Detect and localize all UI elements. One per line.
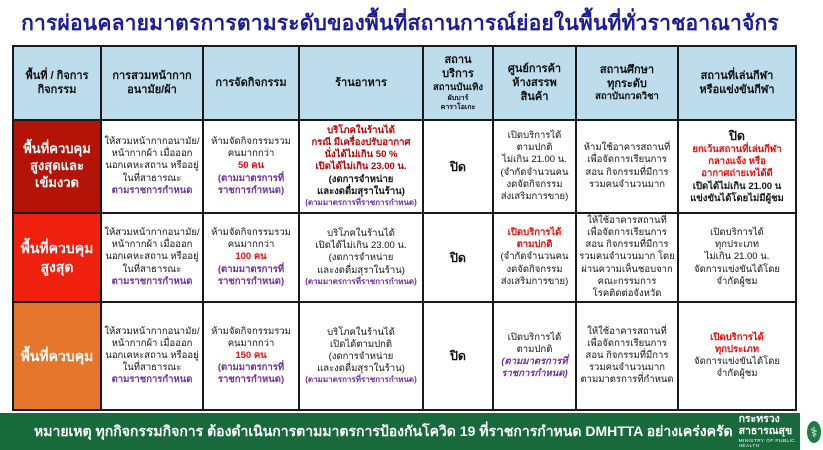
- text-line: เปิดบริการได้: [710, 331, 764, 343]
- text-line: เพื่อจัดการเรียนการ: [587, 227, 667, 239]
- text-line: ไม่เกิน 21.00 น.: [502, 154, 567, 166]
- cell-control-sports: [679, 303, 795, 409]
- text-line: งดจัดกิจกรรม: [506, 178, 563, 190]
- text-line: เปิดได้ตามปกติ: [329, 338, 393, 350]
- text-line: กิจกรรม: [37, 84, 77, 96]
- text-line: และงดดื่มสุราในร้าน): [317, 185, 405, 197]
- text-line: เพื่อจัดการเรียนการ: [587, 154, 667, 166]
- text-line: เปิดบริการได้: [507, 227, 562, 239]
- text-line: ผ่านความเห็นชอบจาก: [581, 263, 673, 275]
- cell-max-strict-entertainment: [424, 121, 494, 214]
- text-line: บริโภคในร้านได้: [327, 326, 395, 338]
- text-line: เปิดได้ไม่เกิน 21.00 น: [692, 180, 782, 192]
- cell-max-events: [204, 214, 300, 303]
- text-line: การจัดกิจกรรม: [215, 76, 287, 89]
- text-line: (งดการจำหน่าย: [328, 350, 394, 362]
- text-line: (ตามมาตรการที่: [501, 356, 568, 367]
- text-line: (ตามมาตรการที่ราชการกำหนด): [305, 197, 417, 207]
- text-line: หรือแข่งขันกีฬา: [699, 84, 775, 96]
- cell-max-strict-restaurant: [300, 121, 424, 214]
- text-line: แข่งขันได้โดยไม่มีผู้ชม: [690, 192, 784, 204]
- text-line: พื้นที่ควบคุม: [23, 141, 91, 157]
- text-line: ส่งเสริมการขาย): [500, 275, 569, 287]
- ministry-text: [739, 414, 800, 448]
- text-line: ปิด: [449, 349, 467, 363]
- text-line: ตามราชการกำหนด: [111, 275, 193, 287]
- cell-max-mask: [102, 214, 204, 303]
- text-line: เปิดบริการได้: [710, 227, 764, 239]
- text-line: สถาน: [444, 54, 472, 67]
- caduceus-icon: ⚕: [810, 423, 818, 440]
- col-header-mask: [102, 47, 204, 121]
- text-line: รวมคนจำนวนมาก: [588, 362, 666, 374]
- text-line: ทุกระดับ: [607, 77, 647, 90]
- text-line: และงดดื่มสุราในร้าน): [317, 363, 405, 375]
- text-line: ห้ามจัดกิจกรรมรวม: [211, 227, 291, 239]
- page-title: การผ่อนคลายมาตรการตามระดับของพื้นที่สถานการณ์ย่อยในพื้นที่ทั่วราชอาณาจักร: [21, 12, 779, 35]
- text-line: เข้มงวด: [35, 174, 79, 190]
- text-line: ในที่สาธารณะ: [122, 362, 182, 374]
- cell-max-sports: [679, 214, 795, 303]
- cell-control-restaurant: [300, 303, 424, 409]
- text-line: ศูนย์การค้า: [507, 62, 562, 75]
- text-line: เปิดได้ไม่เกิน 23.00 น.: [315, 240, 407, 252]
- cell-max-strict-mask: [102, 121, 204, 214]
- text-line: ห้ามใช้อาคารสถานที่: [583, 142, 671, 154]
- text-line: พื้นที่ควบคุม: [20, 240, 94, 257]
- text-line: จำกัดผู้ชม: [716, 368, 758, 380]
- text-line: 50 คน: [237, 160, 265, 172]
- ministry-name-en: MINISTRY OF PUBLIC HEALTH: [738, 438, 796, 449]
- text-line: จัดการแข่งขันได้โดย: [694, 263, 780, 275]
- footer-bar: [0, 413, 818, 450]
- text-line: งดจัดกิจกรรม: [506, 263, 563, 275]
- text-line: สูงสุด: [40, 258, 74, 275]
- text-line: ให้ใช้อาคารสถานที่: [587, 214, 667, 226]
- text-line: สถาบันกวดวิชา: [595, 91, 659, 102]
- text-line: คาราโอเกะ: [440, 104, 476, 112]
- cell-max-strict-sports: [679, 121, 795, 214]
- row-label-control: [14, 303, 102, 409]
- cell-control-mall: [494, 303, 577, 409]
- text-line: ตามปกติ: [516, 239, 553, 251]
- text-line: (จำกัดจำนวนคน: [500, 166, 569, 178]
- text-line: ห้ามจัดกิจกรรมรวม: [211, 325, 291, 337]
- text-line: ยกเว้นสถานที่เล่นกีฬา: [692, 144, 782, 156]
- text-line: กรณี มีเครื่องปรับอากาศ: [311, 137, 411, 149]
- text-line: (งดการจำหน่าย: [328, 173, 394, 185]
- text-line: ตามมาตรการที่กำหนด: [580, 374, 674, 386]
- text-line: ปิด: [449, 159, 467, 174]
- ministry-block: [739, 414, 823, 448]
- text-line: เปิดบริการได้: [507, 130, 562, 142]
- text-line: สถานบันเทิง: [432, 81, 484, 93]
- text-line: (ตามมาตรการที่ราชการกำหนด): [305, 276, 417, 286]
- cell-control-mask: [102, 303, 204, 409]
- text-line: นั่งได้ไม่เกิน 50 %: [324, 149, 398, 161]
- text-line: กลางแจ้ง หรือ: [708, 156, 766, 168]
- text-line: สอน กิจกรรมที่มีการ: [585, 349, 669, 361]
- text-line: ราชการกำหนด): [217, 184, 285, 196]
- text-line: ราชการกำหนด): [217, 275, 285, 287]
- text-line: ตามราชการกำหนด: [111, 184, 193, 196]
- text-line: ร้านอาหาร: [335, 76, 387, 89]
- text-line: ให้สวมหน้ากากอนามัย/: [104, 325, 200, 337]
- text-line: พื้นที่ควบคุม: [20, 347, 94, 364]
- text-line: (งดการจำหน่าย: [328, 252, 394, 264]
- cell-control-events: [204, 303, 300, 409]
- row-label-max-strict: [14, 121, 102, 214]
- text-line: 100 คน: [235, 251, 267, 263]
- cell-control-entertainment: [424, 303, 494, 409]
- measures-table: [12, 45, 797, 411]
- footer-note: หมายเหตุ ทุกกิจกรรมกิจการ ต้องดำเนินการตามมาตรการป้องกันโควิด 19 ที่ราชการกำหนด DMHTTA อย่างเคร่งครัด: [34, 422, 733, 439]
- text-line: ตามปกติ: [516, 142, 553, 154]
- text-line: ราชการกำหนด): [217, 374, 285, 386]
- text-line: อากาศถ่ายเทได้ดี: [701, 168, 773, 180]
- text-line: ปิด: [449, 250, 467, 265]
- text-line: ให้ใช้อาคารสถานที่: [587, 325, 667, 337]
- text-line: (จำกัดจำนวนคน: [500, 251, 569, 263]
- text-line: ปิด: [728, 129, 746, 144]
- text-line: โรคติดต่อจังหวัด: [592, 287, 662, 299]
- text-line: สูงสุดและ: [30, 158, 84, 174]
- text-line: 150 คน: [235, 349, 267, 361]
- text-line: ตามราชการกำหนด: [111, 374, 193, 386]
- text-line: ห้ามจัดกิจกรรมรวม: [211, 136, 291, 148]
- cell-max-restaurant: [300, 214, 424, 303]
- text-line: ส่งเสริมการขาย): [500, 190, 569, 202]
- text-line: คนมากกว่า: [227, 337, 275, 349]
- text-line: (ตามมาตรการที่: [217, 362, 285, 374]
- cell-max-strict-events: [204, 121, 300, 214]
- text-line: (ตามมาตรการที่ราชการกำหนด): [305, 375, 417, 385]
- text-line: ในที่สาธารณะ: [122, 172, 182, 184]
- text-line: หน้ากากผ้า เมื่อออก: [111, 239, 193, 251]
- text-line: นอกเคหะสถาน หรืออยู่: [105, 160, 199, 172]
- text-line: ทุกประเภท: [714, 343, 760, 355]
- text-line: สถานศึกษา: [599, 63, 655, 76]
- col-header-entertainment: [424, 47, 494, 121]
- text-line: ตามปกติ: [516, 343, 553, 355]
- ministry-logo: [805, 419, 823, 445]
- text-line: พื้นที่ / กิจการ: [25, 69, 89, 82]
- col-header-area: [14, 47, 102, 121]
- text-line: ทุกประเภท: [714, 239, 760, 251]
- text-line: สอน กิจกรรมที่มีการ: [585, 239, 669, 251]
- text-line: และงดดื่มสุราในร้าน): [317, 264, 405, 276]
- text-line: (ตามมาตรการที่: [217, 172, 285, 184]
- text-line: การสวมหน้ากาก: [112, 69, 192, 82]
- text-line: ในที่สาธารณะ: [122, 263, 182, 275]
- text-line: หน้ากากผ้า เมื่อออก: [111, 148, 193, 160]
- text-line: บริโภคในร้านได้: [327, 228, 395, 240]
- text-line: ห้างสรรพ: [512, 76, 557, 89]
- cell-control-school: [577, 303, 679, 409]
- row-label-max: [14, 214, 102, 303]
- cell-max-strict-school: [577, 121, 679, 214]
- text-line: นอกเคหะสถาน หรืออยู่: [105, 349, 199, 361]
- text-line: เปิดบริการได้: [507, 331, 562, 343]
- text-line: รวมคนจำนวนมาก โดย: [579, 251, 675, 263]
- text-line: จัดการแข่งขันได้โดย: [694, 356, 780, 367]
- ministry-name-th: กระทรวงสาธารณสุข: [738, 413, 793, 437]
- text-line: อนามัย/ผ้า: [127, 84, 177, 96]
- cell-max-entertainment: [424, 214, 494, 303]
- text-line: รวมคนจำนวนมาก: [588, 178, 666, 190]
- col-header-sports: [679, 47, 795, 121]
- text-line: (ตามมาตรการที่: [217, 263, 285, 275]
- text-line: บริการ: [442, 68, 474, 81]
- text-line: สถานที่เล่นกีฬา: [700, 69, 774, 82]
- cell-max-mall: [494, 214, 577, 303]
- text-line: สอน กิจกรรมที่มีการ: [585, 166, 669, 178]
- text-line: ให้สวมหน้ากากอนามัย/: [104, 227, 200, 239]
- col-header-school: [577, 47, 679, 121]
- cell-max-school: [577, 214, 679, 303]
- text-line: ผับบาร์: [447, 94, 469, 102]
- col-header-events: [204, 47, 300, 121]
- text-line: คณะกรรมการ: [597, 275, 657, 287]
- text-line: สินค้า: [520, 91, 549, 104]
- col-header-mall: [494, 47, 577, 121]
- text-line: คนมากกว่า: [227, 148, 275, 160]
- text-line: บริโภคในร้านได้: [327, 124, 395, 136]
- text-line: เปิดได้ไม่เกิน 23.00 น.: [315, 161, 407, 173]
- text-line: จำกัดผู้ชม: [716, 275, 758, 287]
- text-line: ให้สวมหน้ากากอนามัย/: [104, 136, 200, 148]
- cell-max-strict-mall: [494, 121, 577, 214]
- text-line: ราชการกำหนด): [501, 368, 568, 380]
- text-line: หน้ากากผ้า เมื่อออก: [111, 337, 193, 349]
- text-line: คนมากกว่า: [227, 239, 275, 251]
- text-line: นอกเคหะสถาน หรืออยู่: [105, 251, 199, 263]
- text-line: เพื่อจัดการเรียนการ: [587, 337, 667, 349]
- col-header-restaurant: [300, 47, 424, 121]
- text-line: ไม่เกิน 21.00 น.: [704, 251, 770, 263]
